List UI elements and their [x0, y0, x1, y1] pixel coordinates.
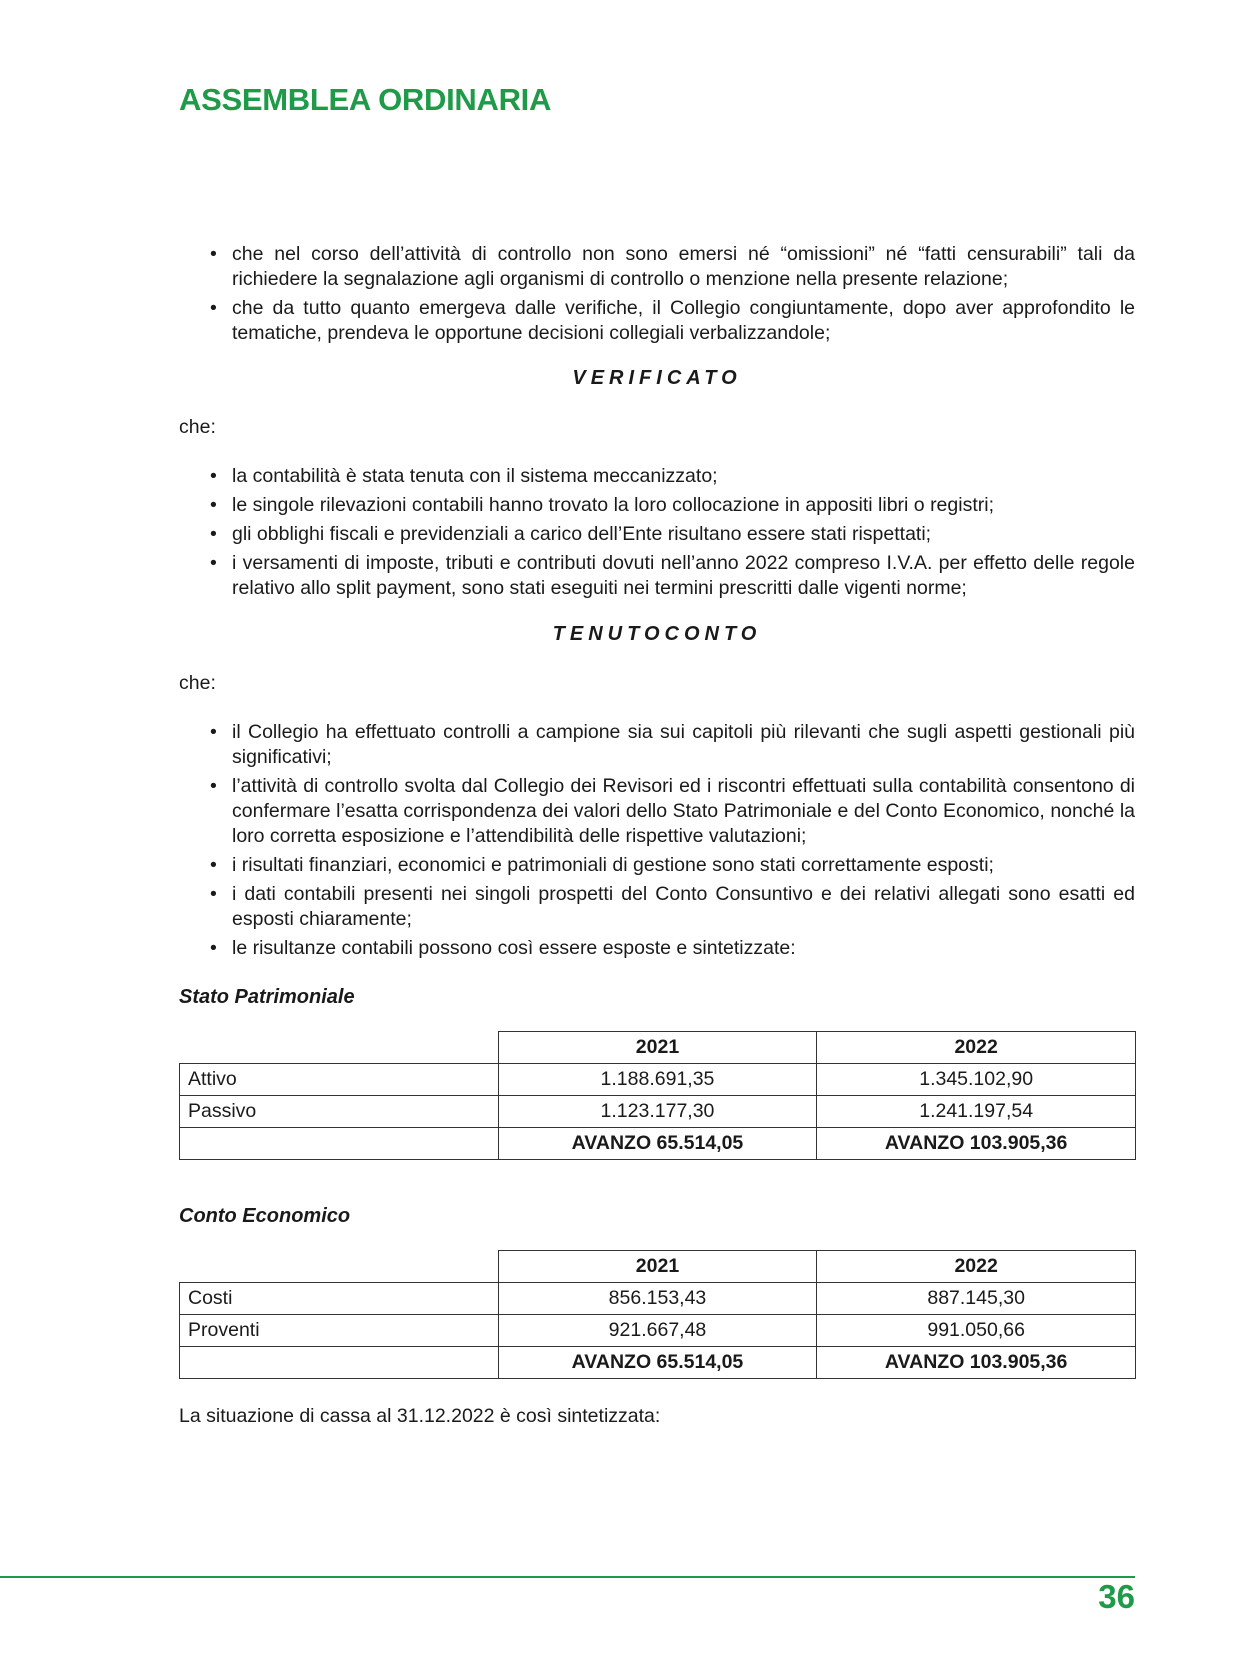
list-item: • che da tutto quanto emergeva dalle verifiche, il Collegio congiuntamente, dopo aver approfondito le tematiche, prendeva le opportune decisioni collegiali verbalizzandole;	[179, 296, 1135, 346]
table-row	[180, 1064, 1136, 1096]
list-item: • gli obblighi fiscali e previdenziali a carico dell’Ente risultano essere stati rispettati;	[179, 522, 1135, 547]
row-label: Proventi	[180, 1315, 499, 1347]
conto-economico-title: Conto Economico	[179, 1205, 351, 1227]
page-title: ASSEMBLEA ORDINARIA	[179, 82, 552, 117]
footer-divider	[0, 1576, 1135, 1578]
total-2022: AVANZO 103.905,36	[817, 1347, 1136, 1379]
list-item: • i risultati finanziari, economici e patrimoniali di gestione sono stati correttamente esposti;	[179, 853, 1135, 878]
column-header-2022: 2022	[817, 1032, 1136, 1064]
cassa-paragraph: La situazione di cassa al 31.12.2022 è così sintetizzata:	[179, 1405, 661, 1427]
conto-economico-table	[179, 1250, 1136, 1379]
cell-2022: 991.050,66	[817, 1315, 1136, 1347]
row-label-empty	[180, 1347, 499, 1379]
row-label: Costi	[180, 1283, 499, 1315]
table-header-row	[180, 1032, 1136, 1064]
tenutoconto-bullet-list	[179, 720, 1135, 961]
total-2021: AVANZO 65.514,05	[498, 1128, 817, 1160]
stato-patrimoniale-table	[179, 1031, 1136, 1160]
cell-2021: 856.153,43	[498, 1283, 817, 1315]
table-total-row	[180, 1128, 1136, 1160]
cell-2022: 887.145,30	[817, 1283, 1136, 1315]
table-row	[180, 1096, 1136, 1128]
column-header-2021: 2021	[498, 1032, 817, 1064]
list-item: • i dati contabili presenti nei singoli prospetti del Conto Consuntivo e dei relativi allegati sono esatti ed esposti chiaramente;	[179, 882, 1135, 932]
table-corner	[180, 1251, 499, 1283]
list-item: • le singole rilevazioni contabili hanno trovato la loro collocazione in appositi libri o registri;	[179, 493, 1135, 518]
list-item: • il Collegio ha effettuato controlli a campione sia sui capitoli più rilevanti che sugli aspetti gestionali più significativi;	[179, 720, 1135, 770]
table-corner	[180, 1032, 499, 1064]
section-heading-verificato: VERIFICATO	[572, 367, 742, 389]
list-item: • la contabilità è stata tenuta con il sistema meccanizzato;	[179, 464, 1135, 489]
list-item: • le risultanze contabili possono così essere esposte e sintetizzate:	[179, 936, 1135, 961]
table-row	[180, 1283, 1136, 1315]
total-2021: AVANZO 65.514,05	[498, 1347, 817, 1379]
total-2022: AVANZO 103.905,36	[817, 1128, 1136, 1160]
che-label: che:	[179, 672, 216, 694]
column-header-2021: 2021	[498, 1251, 817, 1283]
stato-patrimoniale-title: Stato Patrimoniale	[179, 986, 355, 1008]
cell-2022: 1.345.102,90	[817, 1064, 1136, 1096]
table-total-row	[180, 1347, 1136, 1379]
document-body	[179, 242, 1135, 1428]
list-item: • l’attività di controllo svolta dal Collegio dei Revisori ed i riscontri effettuati sulla contabilità consentono di confermare l’esatta corrispondenza dei valori dello Stato Patrimoniale e del Conto Economico, nonché la loro corretta esposizione e l’attendibilità delle rispettive valutazioni;	[179, 774, 1135, 849]
column-header-2022: 2022	[817, 1251, 1136, 1283]
table-row	[180, 1315, 1136, 1347]
cell-2021: 1.123.177,30	[498, 1096, 817, 1128]
page-number: 36	[1098, 1578, 1135, 1615]
row-label: Passivo	[180, 1096, 499, 1128]
table-header-row	[180, 1251, 1136, 1283]
list-item: • che nel corso dell’attività di controllo non sono emersi né “omissioni” né “fatti censurabili” tali da richiedere la segnalazione agli organismi di controllo o menzione nella presente relazione;	[179, 242, 1135, 292]
intro-bullet-list	[179, 242, 1135, 346]
verificato-bullet-list	[179, 464, 1135, 601]
section-heading-tenutoconto: TENUTOCONTO	[552, 623, 762, 645]
cell-2022: 1.241.197,54	[817, 1096, 1136, 1128]
list-item: • i versamenti di imposte, tributi e contributi dovuti nell’anno 2022 compreso I.V.A. per effetto delle regole relativo allo split payment, sono stati eseguiti nei termini prescritti dalle vigenti norme;	[179, 551, 1135, 601]
row-label: Attivo	[180, 1064, 499, 1096]
cell-2021: 921.667,48	[498, 1315, 817, 1347]
che-label: che:	[179, 416, 216, 438]
row-label-empty	[180, 1128, 499, 1160]
cell-2021: 1.188.691,35	[498, 1064, 817, 1096]
